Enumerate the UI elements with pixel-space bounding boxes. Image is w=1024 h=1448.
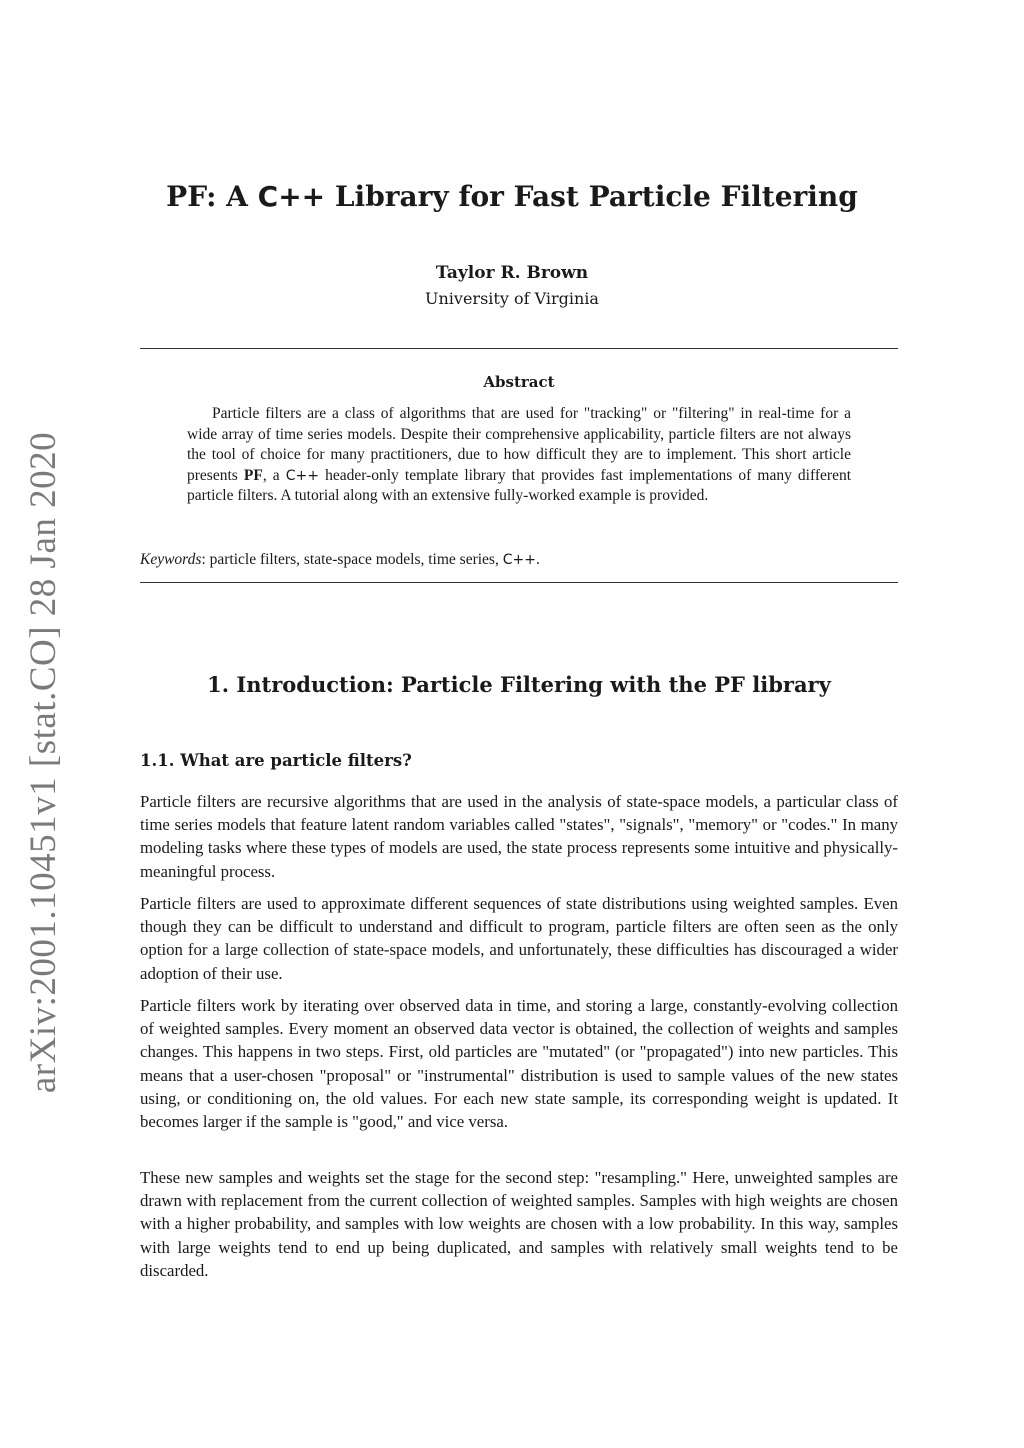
keywords-line: Keywords: particle filters, state-space models, time series, C++.	[140, 551, 540, 568]
abstract-library-name: PF	[243, 466, 263, 484]
abstract-top-rule	[140, 348, 898, 349]
body-paragraph-1: Particle filters are recursive algorithms that are used in the analysis of state-space models, a particular class of time series models that feature latent random variables called "states", "signals", "memory" or "codes." In many modeling tasks where these types of models are used, the state process represents some intuitive and physically-meaningful process.	[140, 792, 898, 881]
abstract-heading: Abstract	[483, 373, 555, 391]
paper-title: PF: A C++ Library for Fast Particle Filtering	[166, 180, 858, 213]
subsection-heading: 1.1. What are particle filters?	[140, 751, 412, 770]
abstract-body: Particle filters are a class of algorithms that are used for "tracking" or "filtering" in real-time for a wide array of time series models. Despite their comprehensive applicability, particle filters are not always the tool of choice for many practitioners, due to how difficult they are to implement. This short article presents PF, a C++ header-only template library that provides fast implementations of many different particle filters. A tutorial along with an extensive fully-worked example is provided.	[187, 405, 851, 505]
keywords-label: Keywords	[140, 551, 202, 568]
body-paragraph-2: Particle filters are used to approximate different sequences of state distributions using weighted samples. Even though they can be difficult to understand and difficult to program, particle filters are often seen as the only option for a large collection of state-space models, and unfortunately, these difficulties has discouraged a wider adoption of their use.	[140, 894, 898, 983]
abstract-language: C++	[285, 467, 320, 484]
abstract-bottom-rule	[140, 582, 898, 583]
body-paragraph-4: These new samples and weights set the stage for the second step: "resampling." Here, unweighted samples are drawn with replacement from the current collection of weighted samples. Samples with high weights are chosen with a higher probability, and samples with low weights are chosen with a low probability. In this way, samples with large weights tend to end up being duplicated, and samples with relatively small weights tend to be discarded.	[140, 1168, 898, 1280]
author-name: Taylor R. Brown	[435, 263, 589, 283]
body-paragraph-3: Particle filters work by iterating over observed data in time, and storing a large, constantly-evolving collection of weighted samples. Every moment an observed data vector is obtained, the collection of weights and samples changes. This happens in two steps. First, old particles are "mutated" (or "propagated") into new particles. This means that a user-chosen "proposal" or "instrumental" distribution is used to sample values of the new states using, or conditioning on, the old values. For each new state sample, its corresponding weight is updated. It becomes larger if the sample is "good," and vice versa.	[140, 996, 898, 1132]
title-language: C++	[257, 180, 326, 213]
arxiv-identifier-stamp	[12, 431, 76, 1093]
section-heading: 1. Introduction: Particle Filtering with the PF library	[207, 672, 831, 697]
arxiv-identifier-text: arXiv:2001.10451v1 [stat.CO] 28 Jan 2020	[23, 431, 65, 1093]
author-affiliation: University of Virginia	[425, 289, 599, 308]
